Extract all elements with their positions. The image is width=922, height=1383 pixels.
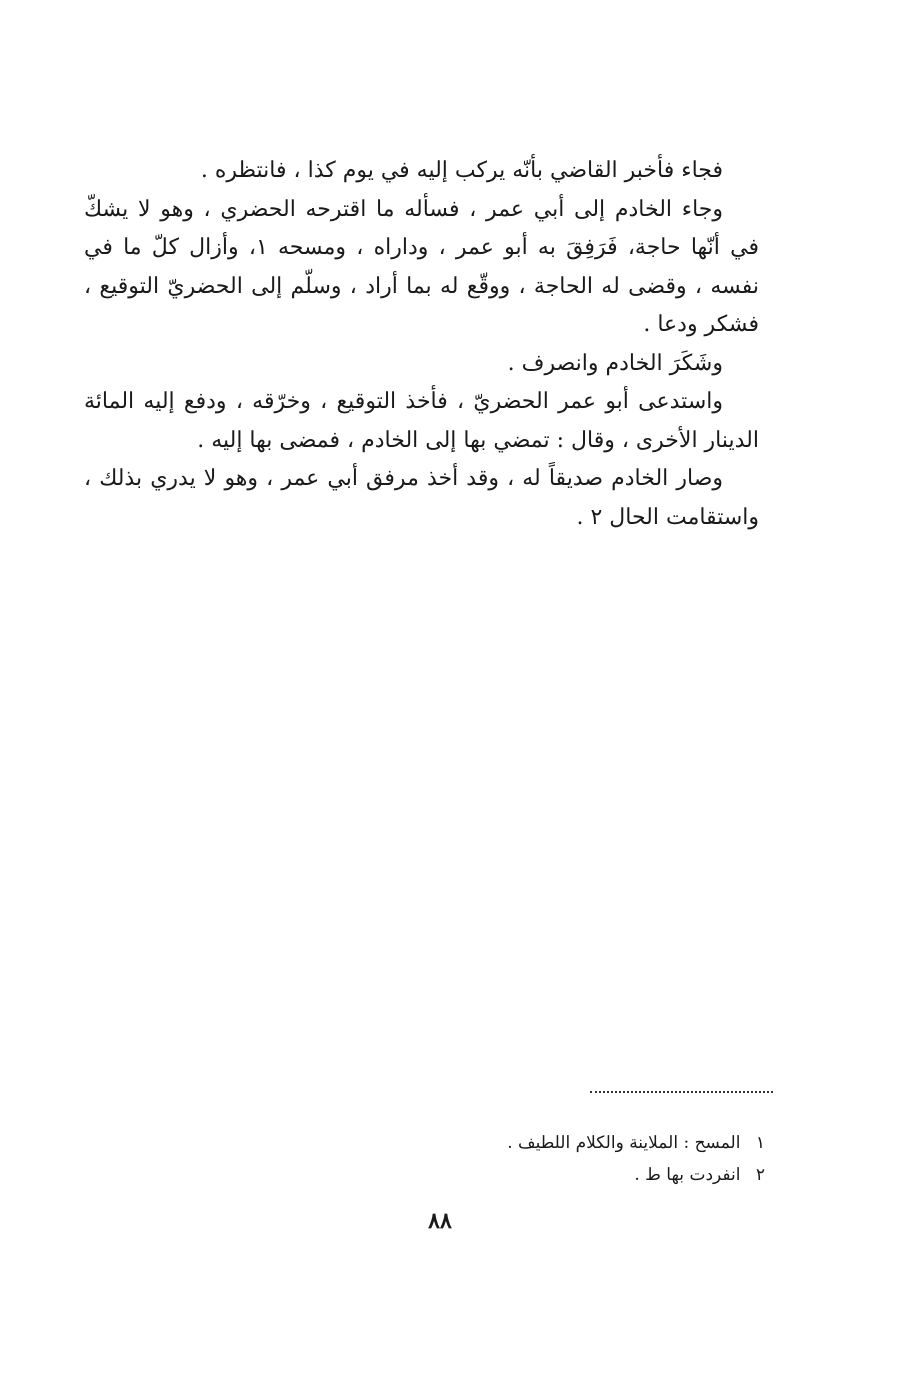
footnote-1: [420, 1127, 765, 1159]
paragraph-1: فجاء فأخبر القاضي بأنّه يركب إليه في يوم كذا ، فانتظره .: [200, 158, 723, 183]
footnote-2: [420, 1159, 765, 1191]
footnotes: [420, 1127, 765, 1191]
page-number: ٨٨: [428, 1208, 452, 1234]
main-text: [84, 152, 759, 537]
paragraph-3: وشَكَرَ الخادم وانصرف .: [507, 350, 723, 376]
footnote-2-number: ٢: [755, 1165, 765, 1185]
footnote-1-text: المسح : الملاينة والكلام اللطيف .: [507, 1133, 741, 1153]
footnote-1-number: ١: [755, 1133, 765, 1153]
footnote-divider: [590, 1091, 773, 1093]
paragraph-5: وصار الخادم صديقاً له ، وقد أخذ مرفق أبي عمر ، وهو لا يدري بذلك ، واستقامت الحال ٢ .: [84, 466, 759, 530]
paragraph-2: وجاء الخادم إلى أبي عمر ، فسأله ما اقترحه الحضري ، وهو لا يشكّ في أنّها حاجة، فَرَفِقَ به أبو عمر ، وداراه ، ومسحه ١، وأزال كلّ ما في نفسه ، وقضى له الحاجة ، ووقّع له بما أراد ، وسلّم إلى الحضريّ التوقيع ، فشكر ودعا .: [84, 196, 759, 337]
footnote-2-text: انفردت بها ط .: [634, 1165, 741, 1185]
paragraph-4: واستدعى أبو عمر الحضريّ ، فأخذ التوقيع ، وخرّقه ، ودفع إليه المائة الدينار الأخرى ، وقال : تمضي بها إلى الخادم ، فمضى بها إليه .: [84, 389, 759, 453]
